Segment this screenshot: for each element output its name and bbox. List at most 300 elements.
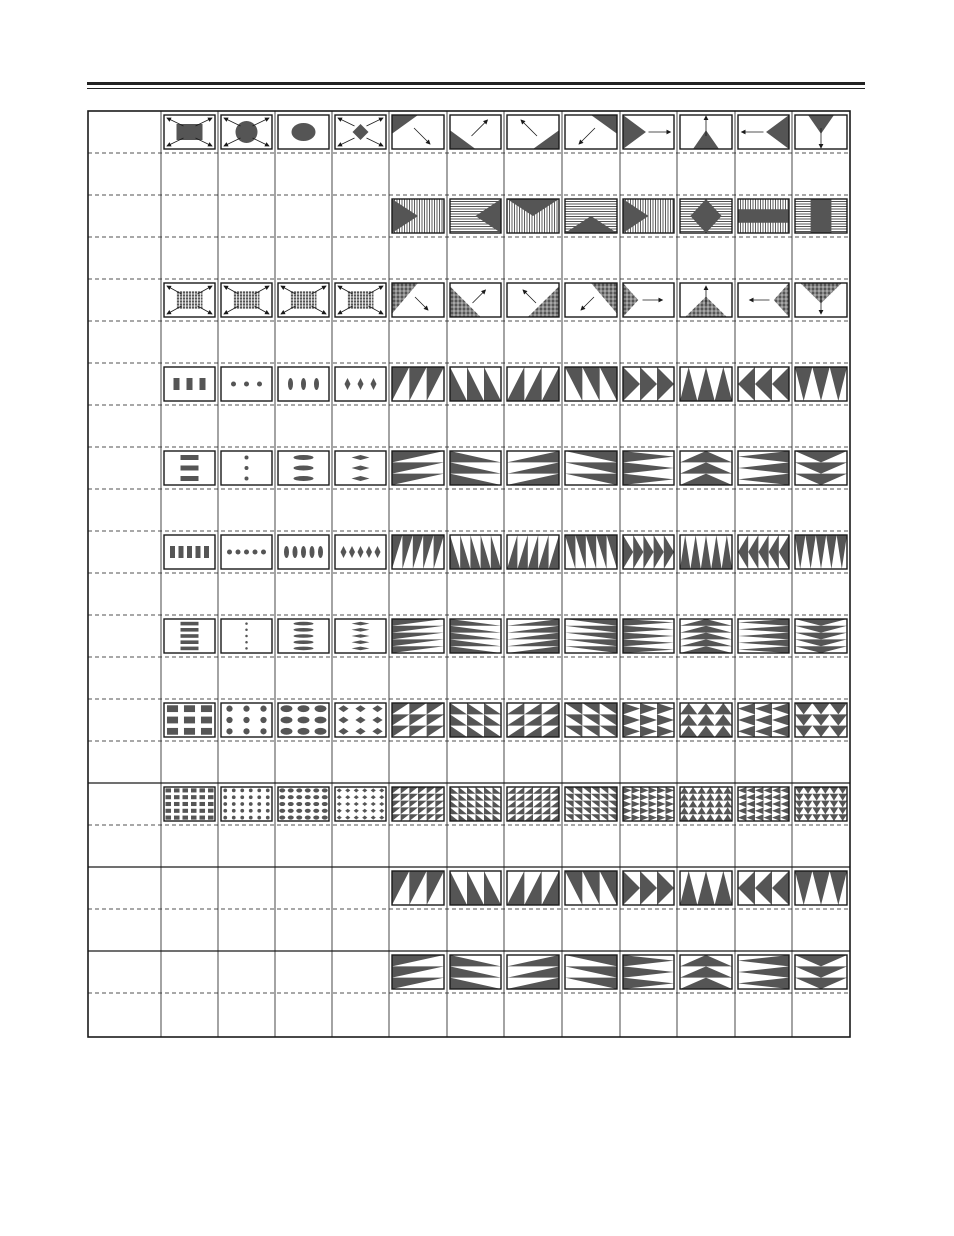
wipe-band [392,966,444,977]
rect-shape [181,640,199,644]
wipe-band [680,367,697,401]
grid-triangle [623,794,632,801]
grid-triangle [484,794,493,801]
diamond-shape [352,476,370,481]
circle-shape [249,795,253,799]
wipe-band [779,535,789,569]
rect-shape [191,802,197,806]
grid-triangle [795,801,804,808]
grid-triangle [565,794,574,801]
wipe-band [680,474,732,485]
grid-triangle [706,814,715,821]
grid-triangle [680,794,689,801]
grid-triangle [804,794,813,801]
3h-from-top-right-thumb [565,367,617,401]
rect-shape [191,788,197,792]
wipe-band [565,535,575,569]
rect-grid-6x5-thumb [164,787,215,821]
grid-triangle [507,726,524,737]
ellipse-shape [279,788,285,792]
grid-triangle [812,794,821,801]
grid-triangle [467,814,476,821]
wipe-band [549,535,559,569]
rect-shape [179,546,184,558]
arrow-icon [369,286,384,294]
circle-x3-horizontal-thumb [221,367,272,401]
ellipse-shape [318,546,323,558]
grid-triangle [542,794,551,801]
ellipse-shape [281,717,293,724]
ellipse-shape [294,628,314,632]
wipe-band [755,871,772,905]
arrow-icon [281,286,296,294]
grid-triangle [632,801,641,808]
grid-triangle [608,807,617,814]
wipe-band [467,367,484,401]
ellipse-shape [279,795,285,799]
wipe-band [680,955,732,966]
3h-only-from-top-left-thumb [392,871,444,905]
rect-shape [191,816,197,820]
rect-shape [187,378,193,390]
grid-triangle [392,794,401,801]
grid-triangle [795,814,804,821]
grid-triangle [467,794,476,801]
grid-triangle [623,714,640,725]
wipe-band [450,871,467,905]
grid-triangle [582,814,591,821]
grid-triangle [565,801,574,808]
wipe-band [450,633,501,640]
circle-shape [257,809,261,813]
grid-triangle [565,703,582,714]
diamond-shape [371,795,376,799]
diamond-shape [375,546,381,558]
striped-from-bottom-right-thumb [507,199,559,233]
3v-from-left-thumb [623,451,674,485]
grid-triangle [755,703,772,714]
3h-only-from-bottom-thumb [680,871,732,905]
grid-triangle [418,787,427,794]
grid-triangle [401,801,410,808]
grid-triangle [516,814,525,821]
wipe-fill [565,216,617,233]
grid-triangle [649,787,658,794]
wipe-band [795,978,847,989]
3v-only-from-bottom-thumb [680,955,732,989]
arrow-icon [167,306,182,314]
grid-triangle [467,801,476,808]
grid-triangle [649,814,658,821]
mosaic-from-top-left-thumb [392,283,444,317]
wipe-band [738,646,789,653]
wipe-band [738,966,789,977]
grid-triangle [689,787,698,794]
grid-triangle [697,726,714,737]
single-circle-thumb [221,115,272,149]
grid-triangle [697,807,706,814]
mosaic-diamond-thumb [335,283,386,317]
mosaic-from-top-thumb [795,283,847,317]
grid-triangle [666,801,675,808]
grid-triangle [409,814,418,821]
rect-shape [201,717,212,724]
wipe-band [507,955,559,966]
wipe-fill [623,115,646,149]
grid-triangle [764,801,773,808]
diamond-shape [362,809,367,813]
grid-triangle [680,801,689,808]
ellipse-shape [313,802,319,806]
grid-triangle [427,801,436,808]
wipe-fill [811,199,832,233]
grid-triangle [755,814,764,821]
circle-shape [245,629,248,632]
3h-only-from-bottom-right-thumb [507,871,559,905]
wipe-band [623,626,674,633]
grid-triangle [427,714,444,725]
diamond-shape [337,795,342,799]
grid-triangle [738,814,747,821]
ellipse-shape [313,788,319,792]
grid-triangle [542,801,551,808]
circle-grid-3x3-thumb [221,703,272,737]
wipe-band [738,626,789,633]
rect-shape [201,705,212,712]
grid-triangle [542,714,559,725]
diamond-shape [371,788,376,792]
circle-shape [266,816,270,820]
wipe-band [680,462,732,473]
grid-triangle [542,807,551,814]
wipe-band [738,955,789,966]
rect-shape [208,802,214,806]
wipe-band [795,633,847,640]
grid-3x3-from-top-right-thumb [565,703,617,737]
grid-triangle [484,726,501,737]
grid-triangle [392,714,409,725]
rect-shape [167,728,178,735]
grid-6x5-from-right-thumb [738,787,789,821]
grid-triangle [582,787,591,794]
grid-triangle [755,801,764,808]
rect-shape [196,546,201,558]
grid-triangle [524,794,533,801]
single-diamond-thumb [335,115,386,149]
wipe-band [795,367,812,401]
grid-triangle [764,807,773,814]
grid-triangle [623,787,632,794]
wipe-band [715,367,732,401]
ellipse-shape [288,795,294,799]
grid-triangle [401,794,410,801]
circle-shape [243,728,249,734]
grid-triangle [600,794,609,801]
mosaic-ellipse-thumb [278,283,329,317]
wipe-band [795,619,847,626]
wipe-band [467,871,484,905]
3h-from-top-thumb [795,367,847,401]
grid-triangle [524,801,533,808]
rect-shape [165,802,171,806]
ellipse-shape [293,546,298,558]
grid-triangle [516,801,525,808]
3h-only-from-top-thumb [795,871,847,905]
wipe-band [680,535,690,569]
ellipse-shape [279,802,285,806]
ellipse-shape [288,788,294,792]
diamond-shape [352,622,370,626]
grid-triangle [747,787,756,794]
grid-triangle [747,801,756,808]
wipe-band [409,367,426,401]
grid-triangle [781,794,790,801]
wipe-band [772,871,789,905]
grid-triangle [812,703,829,714]
grid-triangle [524,714,541,725]
circle-shape [257,802,261,806]
ellipse-x5-horizontal-thumb [278,535,329,569]
grid-triangle [600,714,617,725]
circle-x3-vertical-thumb [221,451,272,485]
diamond-shape [337,788,342,792]
wipe-band [565,626,617,633]
grid-triangle [459,807,468,814]
striped-from-left-thumb [623,199,674,233]
wipe-band [795,639,847,646]
grid-triangle [507,814,516,821]
rect-shape [170,546,175,558]
wipe-fill [392,199,418,233]
rect-shape [208,816,214,820]
wipe-band [701,535,711,569]
rect-shape [184,728,195,735]
wipe-band [392,639,444,646]
wipe-band [460,535,470,569]
3h-from-right-thumb [738,367,789,401]
grid-triangle [838,801,847,808]
grid-triangle [723,807,732,814]
wipe-fill [450,130,476,149]
diamond-shape [371,378,377,390]
diamond-shape [355,717,365,724]
grid-triangle [450,714,467,725]
arrow-icon [255,286,270,294]
grid-triangle [392,703,409,714]
rect-shape [174,816,180,820]
grid-triangle [392,726,409,737]
grid-triangle [608,794,617,801]
grid-3x3-from-bottom-thumb [680,703,732,737]
grid-triangle [821,814,830,821]
wipe-band [565,633,617,640]
circle-shape [245,477,249,481]
grid-triangle [795,794,804,801]
grid-triangle [427,814,436,821]
rect-shape [177,124,203,140]
grid-triangle [401,807,410,814]
grid-triangle [640,801,649,808]
grid-triangle [467,726,484,737]
thumbnail-frame [164,787,215,821]
wipe-band [565,955,617,966]
grid-triangle [542,703,559,714]
ellipse-shape [305,788,311,792]
ellipse-shape [322,809,328,813]
rect-shape [182,802,188,806]
circle-shape [236,121,258,143]
ellipse-grid-3x3-thumb [278,703,329,737]
mosaic-circle-thumb [221,283,272,317]
grid-triangle [582,807,591,814]
wipe-band [738,619,789,626]
grid-triangle [781,814,790,821]
grid-triangle [666,814,675,821]
circle-shape [260,717,266,723]
wipe-band [769,535,779,569]
grid-triangle [591,814,600,821]
grid-triangle [484,787,493,794]
wipe-band [528,535,538,569]
grid-triangle [764,794,773,801]
wipe-fill [738,209,789,223]
ellipse-shape [281,705,293,712]
grid-triangle [600,787,609,794]
arrow-icon [473,290,486,303]
wipe-band [392,474,444,485]
ellipse-shape [301,378,306,390]
circle-grid-6x5-thumb [221,787,272,821]
grid-triangle [591,787,600,794]
wipe-band [623,633,674,640]
grid-triangle [680,814,689,821]
diamond-shape [379,816,384,820]
rect-shape [167,705,178,712]
grid-triangle [657,726,674,737]
grid-triangle [821,807,830,814]
grid-triangle [565,807,574,814]
grid-triangle [493,794,502,801]
grid-triangle [680,787,689,794]
ellipse-shape [294,622,314,626]
arrow-icon [198,286,213,294]
wipe-band [413,535,423,569]
grid-triangle [507,703,524,714]
wipe-band [623,474,674,485]
grid-triangle [657,814,666,821]
grid-3x3-from-right-thumb [738,703,789,737]
wipe-band [623,966,674,977]
grid-triangle [600,726,617,737]
circle-shape [261,550,266,555]
wipe-band [690,535,700,569]
3v-only-from-top-thumb [795,955,847,989]
wipe-band [507,451,559,462]
grid-triangle [467,714,484,725]
grid-triangle [550,807,559,814]
rect-shape [181,622,199,626]
grid-triangle [550,814,559,821]
grid-triangle [812,807,821,814]
wipe-band [450,619,501,626]
grid-triangle [565,814,574,821]
arrow-icon [224,118,241,126]
wipe-band [623,619,674,626]
grid-triangle [755,714,772,725]
rect-shape [165,809,171,813]
circle-shape [232,789,236,793]
wipe-band [565,451,617,462]
grid-triangle [697,703,714,714]
grid-triangle [830,714,847,725]
grid-triangle [467,703,484,714]
grid-triangle [401,787,410,794]
grid-triangle [680,726,697,737]
grid-triangle [657,787,666,794]
wipe-band [830,871,847,905]
arrow-icon [472,120,488,136]
rect-shape [165,795,171,799]
diamond-shape [358,546,364,558]
mosaic-from-right-thumb [738,283,789,317]
wipe-band [697,367,714,401]
grid-triangle [812,787,821,794]
arrow-icon [196,138,213,146]
striped-from-top-left-thumb [392,199,444,233]
grid-triangle [764,787,773,794]
grid-triangle [689,807,698,814]
diamond-x5-horizontal-thumb [335,535,386,569]
grid-triangle [830,814,839,821]
5v-from-bottom-right-thumb [507,619,559,653]
grid-triangle [533,801,542,808]
arrow-icon [253,138,270,146]
ellipse-shape [296,809,302,813]
grid-6x5-from-top-left-thumb [392,787,444,821]
rect-shape [174,788,180,792]
diamond-shape [371,802,376,806]
diamond-grid-3x3-thumb [335,703,386,737]
grid-triangle [781,787,790,794]
ellipse-shape [315,717,327,724]
grid-triangle [600,807,609,814]
grid-triangle [723,794,732,801]
wipe-band [392,646,444,653]
ellipse-shape [298,705,310,712]
grid-triangle [706,794,715,801]
grid-triangle [418,801,427,808]
rect-shape [181,466,199,471]
grid-triangle [418,807,427,814]
ellipse-shape [279,809,285,813]
rect-shape [165,788,171,792]
grid-6x5-from-top-thumb [795,787,847,821]
grid-triangle [484,814,493,821]
grid-triangle [697,714,714,725]
circle-shape [240,816,244,820]
wipe-band [738,535,748,569]
5h-from-top-thumb [795,535,847,569]
circle-shape [243,717,249,723]
grid-triangle [574,807,583,814]
grid-triangle [524,726,541,737]
wipe-band [805,535,815,569]
wipe-band [715,871,732,905]
diamond-shape [362,795,367,799]
wipe-band [623,955,674,966]
grid-triangle [450,801,459,808]
diamond-shape [337,816,342,820]
